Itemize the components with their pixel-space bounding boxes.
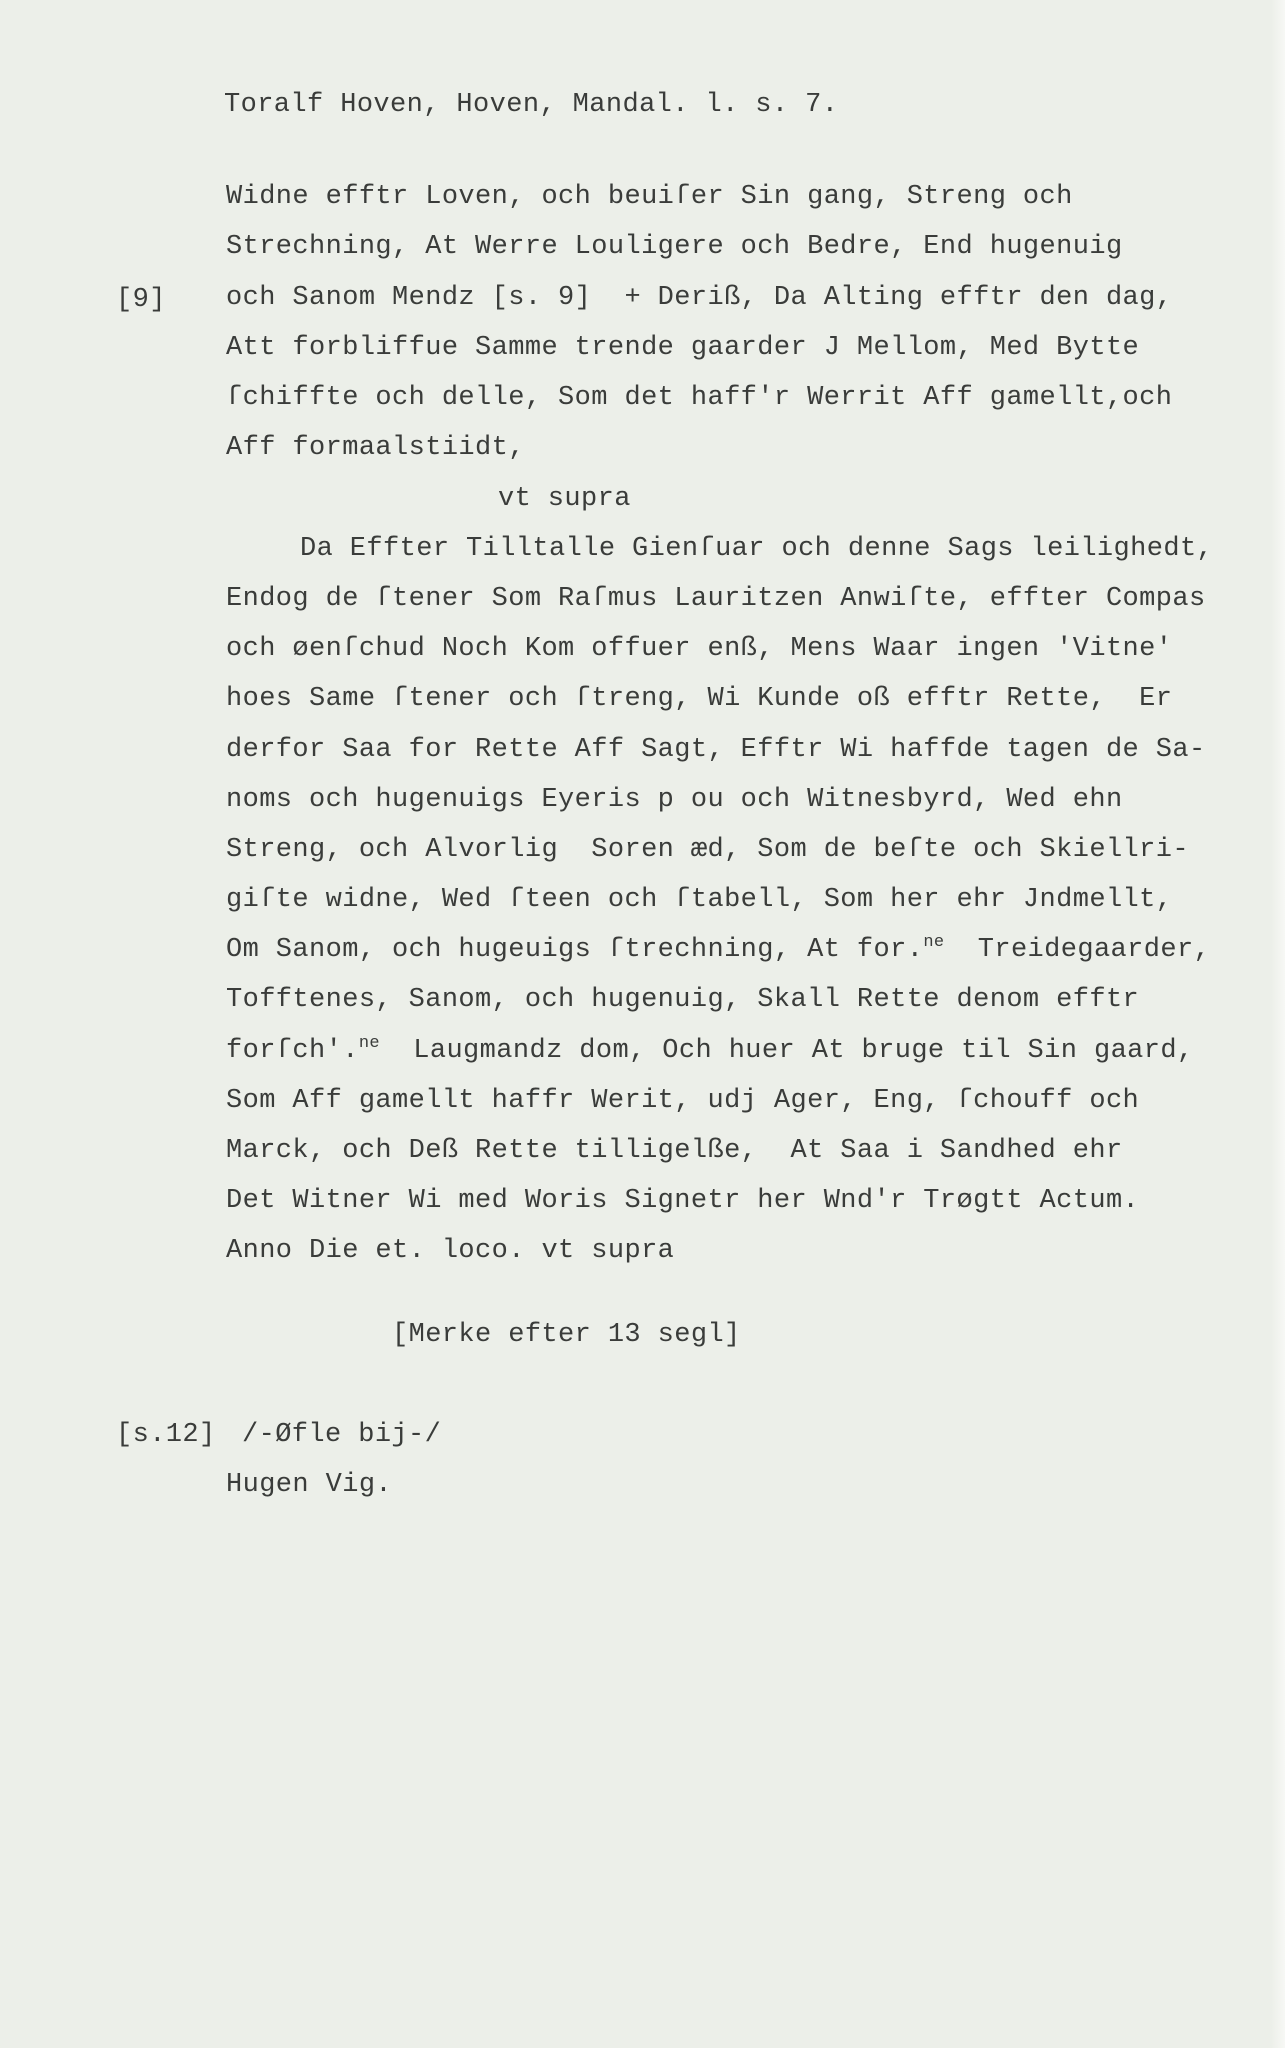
text-segment: Treidegaarder, [944,935,1211,965]
text-line: Widne efftr Loven, och beuiſer Sin gang, Streng och [226,182,1073,212]
text-segment: Laugmandz dom, Och huer At bruge til Sin gaard, [380,1036,1194,1066]
text-line: Anno Die et. loco. vt supra [226,1236,675,1266]
text-line: hoes Same ſtener och ſtreng, Wi Kunde oß efftr Rette, Er [226,684,1173,714]
text-line: Strechning, At Werre Louligere och Bedre, End hugenuig [226,232,1123,262]
text-line: Tofftenes, Sanom, och hugenuig, Skall Rette denom efftr [226,985,1140,1015]
text-line: Marck, och Deß Rette tilligelße, At Saa i Sandhed ehr [226,1136,1123,1166]
text-line: Streng, och Alvorlig Soren æd, Som de beſte och Skiellri- [226,835,1189,865]
text-line-forsch [226,1034,1194,1068]
signature-name: Hugen Vig. [226,1470,393,1500]
text-line-forne [226,933,1210,967]
text-line: Aff formaalstiidt, [226,433,525,463]
text-line: Som Aff gamellt haffr Werit, udj Ager, Eng, ſchouff och [226,1086,1140,1116]
text-line: och øenſchud Noch Kom offuer enß, Mens Waar ingen 'Vitne' [226,634,1173,664]
text-line: noms och hugenuigs Eyeris p ou och Witnesbyrd, Wed ehn [226,785,1123,815]
text-line: Da Effter Tilltalle Gienſuar och denne Sags leilighedt, [300,534,1214,564]
margin-note: [9] [116,285,166,315]
seal-note: [Merke efter 13 segl] [392,1320,741,1350]
text-line: ſchiffte och delle, Som det haff'r Werrit Aff gamellt,och [226,383,1173,413]
text-line: och Sanom Mendz [s. 9] + Deriß, Da Alting efftr den dag, [226,283,1173,313]
text-line: giſte widne, Wed ſteen och ſtabell, Som her ehr Jndmellt, [226,885,1173,915]
text-line: /-Øfle bij-/ [242,1420,442,1450]
text-line: Det Witner Wi med Woris Signetr her Wnd'r Trøgtt Actum. [226,1186,1140,1216]
text-line: derfor Saa for Rette Aff Sagt, Efftr Wi haffde tagen de Sa- [226,735,1206,765]
text-line: Endog de ſtener Som Raſmus Lauritzen Anwiſte, effter Compas [226,584,1206,614]
superscript: ne [923,933,945,952]
vt-supra-line: vt supra [498,484,631,514]
margin-note: [s.12] [116,1420,216,1450]
page-edge [1271,0,1285,2048]
text-line: Att forbliffue Samme trende gaarder J Mellom, Med Bytte [226,333,1140,363]
text-segment: Om Sanom, och hugeuigs ſtrechning, At for. [226,935,924,965]
text-segment: forſch'. [226,1036,359,1066]
superscript: ne [358,1034,381,1053]
document-header: Toralf Hoven, Hoven, Mandal. l. s. 7. [224,90,839,120]
